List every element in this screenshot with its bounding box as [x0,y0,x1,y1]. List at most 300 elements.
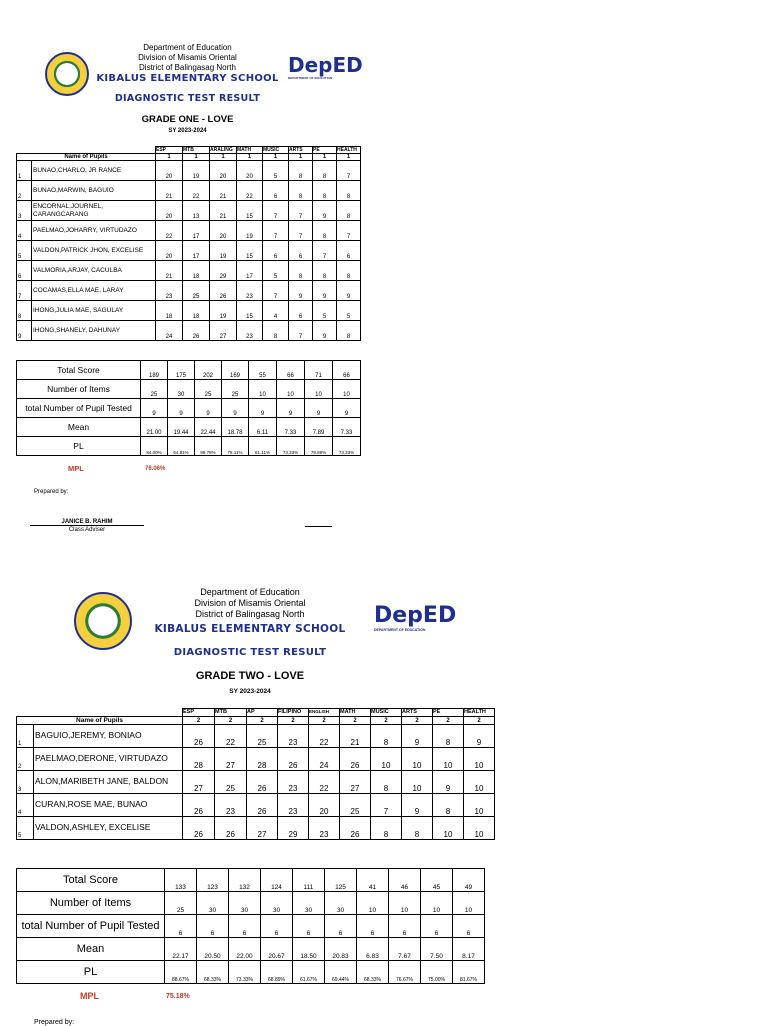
summary-value: 89.78% [195,437,222,456]
score-cell: 7 [289,321,313,341]
summary-value: 6 [293,915,325,938]
summary-value: 30 [168,380,195,399]
score-cell: 28 [183,748,215,771]
table-row [17,748,495,771]
mpl-value: 76.06% [145,466,166,472]
table-row [17,241,361,261]
score-cell: 10 [464,771,495,794]
summary-value: 6 [165,915,197,938]
grade-title: GRADE TWO - LOVE [195,670,305,682]
summary-row [17,869,485,892]
summary-label: Mean [17,938,165,961]
summary-value: 132 [229,869,261,892]
summary-value: 8.17 [453,938,485,961]
signature-line [305,526,332,527]
score-cell: 8 [289,181,313,201]
summary-row [17,361,361,380]
summary-value: 22.00 [229,938,261,961]
score-cell: 21 [340,725,371,748]
subject-header: ARALING [210,147,237,154]
score-cell: 23 [278,794,309,817]
score-cell: 7 [337,221,361,241]
summary-row [17,961,485,984]
score-cell: 29 [210,261,237,281]
mpl-label: MPL [80,991,99,1001]
subject-header: PE [433,709,464,717]
grade-number: 2 [371,717,402,725]
summary-value: 25 [141,380,168,399]
score-cell: 19 [210,241,237,261]
row-number: 3 [17,201,32,221]
summary-value: 6 [229,915,261,938]
row-number: 7 [17,281,32,301]
score-cell: 5 [313,301,337,321]
score-cell: 6 [337,241,361,261]
summary-value: 68.33% [197,961,229,984]
summary-value: 46 [389,869,421,892]
summary-label: PL [17,961,165,984]
score-cell: 6 [289,301,313,321]
subject-header: MUSIC [371,709,402,717]
score-cell: 7 [371,794,402,817]
summary-value: 10 [453,892,485,915]
table-row [17,281,361,301]
district-line: District of Balingasag North [139,63,236,72]
summary-value: 30 [197,892,229,915]
score-cell: 9 [313,281,337,301]
subject-header: AP [247,709,278,717]
row-number: 9 [17,321,32,341]
score-cell: 26 [183,725,215,748]
score-cell: 15 [237,201,263,221]
summary-value: 10 [333,380,361,399]
score-cell: 8 [337,181,361,201]
score-cell: 29 [278,817,309,840]
score-cell: 20 [156,161,183,181]
score-cell: 24 [156,321,183,341]
subject-header: ARTS [402,709,433,717]
summary-value: 10 [357,892,389,915]
summary-value: 61.11% [249,437,277,456]
summary-value: 49 [453,869,485,892]
summary-value: 9 [168,399,195,418]
score-cell: 20 [237,161,263,181]
summary-value: 125 [325,869,357,892]
score-cell: 8 [263,321,289,341]
summary-value: 73.33% [229,961,261,984]
subject-header: ENGLISH [309,709,340,717]
score-cell: 27 [215,748,247,771]
score-cell: 10 [402,771,433,794]
row-number: 1 [17,161,32,181]
grade-number: 2 [340,717,371,725]
score-cell: 9 [289,281,313,301]
deped-subtext: DEPARTMENT OF EDUCATION [288,76,333,80]
summary-value: 21.00 [141,418,168,437]
score-cell: 23 [278,725,309,748]
district-line: District of Balingasag North [195,609,305,619]
score-cell: 8 [313,181,337,201]
score-cell: 15 [237,241,263,261]
score-cell: 10 [402,748,433,771]
summary-row [17,380,361,399]
summary-value: 133 [165,869,197,892]
summary-value: 6 [325,915,357,938]
grade-number: 1 [263,154,289,161]
subject-header: MTB [215,709,247,717]
score-cell: 10 [464,748,495,771]
row-number: 1 [17,725,34,748]
score-cell: 22 [215,725,247,748]
score-cell: 22 [183,181,210,201]
summary-value: 25 [165,892,197,915]
summary-row [17,938,485,961]
grade-number: 2 [402,717,433,725]
summary-value: 10 [277,380,305,399]
summary-label: Total Score [17,869,165,892]
summary-value: 30 [293,892,325,915]
score-cell: 13 [183,201,210,221]
summary-value: 73.33% [333,437,361,456]
row-number: 8 [17,301,32,321]
report-title: DIAGNOSTIC TEST RESULT [173,647,327,658]
summary-value: 20.50 [197,938,229,961]
grade-number: 1 [289,154,313,161]
score-cell: 5 [263,161,289,181]
adviser-title: Class Adviser [68,527,106,533]
score-cell: 17 [183,221,210,241]
grade-number: 1 [156,154,183,161]
pupil-name: BAGUIO,JEREMY, BONIAO [34,725,183,748]
subject-header: MATH [340,709,371,717]
subject-header: PE [313,147,337,154]
pupil-name: ALON,MARIBETH JANE, BALDON [34,771,183,794]
summary-value: 9 [249,399,277,418]
summary-value: 20.83 [325,938,357,961]
score-cell: 20 [156,201,183,221]
score-cell: 10 [464,794,495,817]
summary-value: 7.67 [389,938,421,961]
summary-table-grade-one [16,360,361,456]
summary-value: 124 [261,869,293,892]
grade-number: 1 [337,154,361,161]
score-cell: 9 [313,201,337,221]
row-number: 3 [17,771,34,794]
grade-number: 1 [210,154,237,161]
score-cell: 28 [247,748,278,771]
score-cell: 9 [337,281,361,301]
score-cell: 8 [313,261,337,281]
division-line: Division of Misamis Oriental [194,598,306,608]
summary-value: 55 [249,361,277,380]
summary-value: 25 [195,380,222,399]
pupil-name: COCAMAS,ELLA MAE, LARAY [32,281,156,301]
score-cell: 8 [289,261,313,281]
deped-logo-2 [374,603,457,640]
score-cell: 17 [237,261,263,281]
deped-wordmark: DepED [374,603,457,628]
score-cell: 4 [263,301,289,321]
summary-row [17,892,485,915]
score-cell: 6 [263,181,289,201]
summary-value: 68.33% [357,961,389,984]
report-title: DIAGNOSTIC TEST RESULT [114,93,261,104]
summary-value: 30 [325,892,357,915]
summary-table-grade-two [16,868,485,984]
summary-value: 68.89% [261,961,293,984]
summary-value: 202 [195,361,222,380]
summary-value: 6 [261,915,293,938]
score-cell: 9 [464,725,495,748]
summary-value: 7.89 [305,418,333,437]
deped-subtext: DEPARTMENT OF EDUCATION [374,628,426,632]
score-cell: 8 [433,794,464,817]
summary-value: 9 [305,399,333,418]
score-cell: 23 [237,321,263,341]
summary-value: 123 [197,869,229,892]
summary-value: 25 [222,380,249,399]
summary-value: 7.50 [421,938,453,961]
score-cell: 23 [237,281,263,301]
summary-row [17,437,361,456]
summary-value: 75.00% [421,961,453,984]
grade-number: 2 [309,717,340,725]
score-cell: 8 [371,725,402,748]
deped-wordmark: DepED [288,53,363,77]
grade-number: 2 [433,717,464,725]
summary-value: 41 [357,869,389,892]
score-cell: 26 [340,817,371,840]
score-cell: 27 [183,771,215,794]
summary-value: 81.67% [453,961,485,984]
score-cell: 6 [289,241,313,261]
grade-number: 1 [183,154,210,161]
pupil-name: ENCORNAL,JOURNEL, CARANGCARANG [32,201,156,221]
subject-header: MATH [237,147,263,154]
summary-value: 73.33% [277,437,305,456]
summary-value: 30 [261,892,293,915]
grade-number: 2 [215,717,247,725]
school-name: KIBALUS ELEMENTARY SCHOOL [154,623,346,635]
table-row [17,321,361,341]
score-cell: 10 [371,748,402,771]
score-cell: 8 [402,817,433,840]
score-cell: 5 [337,301,361,321]
summary-value: 66 [333,361,361,380]
table-row [17,301,361,321]
summary-value: 30 [229,892,261,915]
summary-value: 9 [222,399,249,418]
score-cell: 7 [289,201,313,221]
score-cell: 23 [156,281,183,301]
table-row [17,181,361,201]
score-cell: 22 [237,181,263,201]
score-cell: 22 [309,725,340,748]
score-cell: 20 [210,161,237,181]
score-cell: 21 [156,181,183,201]
subject-header: ESP [156,147,183,154]
summary-value: 84.00% [141,437,168,456]
score-cell: 26 [183,817,215,840]
subject-header: HEALTH [337,147,361,154]
summary-value: 189 [141,361,168,380]
score-cell: 20 [309,794,340,817]
grade-number: 1 [313,154,337,161]
score-cell: 21 [156,261,183,281]
score-cell: 7 [263,281,289,301]
score-cell: 25 [340,794,371,817]
score-cell: 26 [183,321,210,341]
subject-header: MTB [183,147,210,154]
score-cell: 22 [309,771,340,794]
score-cell: 8 [337,321,361,341]
score-cell: 5 [263,261,289,281]
score-cell: 21 [210,201,237,221]
score-cell: 23 [215,794,247,817]
summary-value: 22.44 [195,418,222,437]
summary-value: 64.81% [168,437,195,456]
summary-value: 19.44 [168,418,195,437]
score-cell: 20 [210,221,237,241]
pupil-name: BUNAO,MARWIN, BAGUIO [32,181,156,201]
summary-value: 75.11% [222,437,249,456]
score-cell: 18 [183,301,210,321]
subject-header: ARTS [289,147,313,154]
score-cell: 8 [313,161,337,181]
summary-value: 20.67 [261,938,293,961]
score-cell: 19 [210,301,237,321]
row-number: 5 [17,241,32,261]
scores-table-grade-two [16,708,495,840]
score-cell: 26 [210,281,237,301]
score-cell: 26 [183,794,215,817]
summary-label: total Number of Pupil Tested [17,399,141,418]
score-cell: 26 [215,817,247,840]
grade-number: 2 [464,717,495,725]
school-year: SY 2023-2024 [168,128,207,134]
summary-value: 9 [333,399,361,418]
score-cell: 27 [210,321,237,341]
summary-value: 6.11 [249,418,277,437]
score-cell: 26 [247,794,278,817]
summary-value: 175 [168,361,195,380]
row-number: 2 [17,748,34,771]
school-year: SY 2023-2024 [229,688,271,695]
pupil-name: PAELMAO,JOHARRY, VIRTUDAZO [32,221,156,241]
table-row [17,201,361,221]
summary-value: 69.44% [325,961,357,984]
score-cell: 26 [247,771,278,794]
summary-value: 71 [305,361,333,380]
subject-header: ESP [183,709,215,717]
score-cell: 7 [313,241,337,261]
score-cell: 10 [433,748,464,771]
summary-label: Number of Items [17,380,141,399]
school-name: KIBALUS ELEMENTARY SCHOOL [96,73,279,84]
summary-value: 9 [195,399,222,418]
row-number: 4 [17,794,34,817]
score-cell: 21 [210,181,237,201]
summary-value: 6 [197,915,229,938]
score-cell: 8 [289,161,313,181]
score-cell: 8 [433,725,464,748]
score-cell: 24 [309,748,340,771]
score-cell: 18 [156,301,183,321]
summary-value: 22.17 [165,938,197,961]
score-cell: 9 [313,321,337,341]
pupil-name: VALDON,PATRICK JHON, EXCELISE [32,241,156,261]
dept-line: Department of Education [200,587,300,597]
score-cell: 9 [402,725,433,748]
summary-value: 6 [389,915,421,938]
summary-row [17,418,361,437]
summary-value: 78.89% [305,437,333,456]
score-cell: 6 [263,241,289,261]
summary-value: 61.67% [293,961,325,984]
summary-value: 7.33 [333,418,361,437]
summary-value: 6 [357,915,389,938]
summary-value: 10 [249,380,277,399]
prepared-by-label: Prepared by: [34,489,69,495]
division-line: Division of Misamis Oriental [138,53,237,62]
grade-title: GRADE ONE - LOVE [141,114,234,125]
name-of-pupils-header: Name of Pupils [17,154,156,161]
score-cell: 26 [340,748,371,771]
summary-value: 169 [222,361,249,380]
score-cell: 17 [183,241,210,261]
summary-label: PL [17,437,141,456]
summary-value: 9 [277,399,305,418]
summary-value: 10 [421,892,453,915]
row-number: 4 [17,221,32,241]
table-row [17,221,361,241]
score-cell: 25 [215,771,247,794]
score-cell: 8 [337,201,361,221]
score-cell: 20 [156,241,183,261]
mpl-label: MPL [68,464,84,473]
pupil-name: VALDON,ASHLEY, EXCELISE [34,817,183,840]
score-cell: 9 [433,771,464,794]
summary-value: 10 [389,892,421,915]
pupil-name: VALMORIA,ARJAY, CACULBA [32,261,156,281]
row-number: 2 [17,181,32,201]
summary-value: 18.78 [222,418,249,437]
pupil-name: IHONG,SHANELY, DAHUNAY [32,321,156,341]
grade-number: 2 [183,717,215,725]
score-cell: 22 [156,221,183,241]
summary-value: 111 [293,869,325,892]
summary-value: 88.67% [165,961,197,984]
grade-number: 2 [278,717,309,725]
table-row [17,817,495,840]
deped-logo-1 [288,53,363,88]
adviser-name: JANICE B. RAHIM [30,519,144,526]
score-cell: 8 [371,817,402,840]
score-cell: 25 [247,725,278,748]
score-cell: 27 [340,771,371,794]
summary-row [17,915,485,938]
summary-row [17,399,361,418]
pupil-name: BUNAO,CHARLO, JR RANCE [32,161,156,181]
prepared-by-label: Prepared by: [34,1019,75,1026]
school-seal-logo-2 [74,592,132,650]
row-number: 6 [17,261,32,281]
summary-value: 7.33 [277,418,305,437]
subject-header: MUSIC [263,147,289,154]
summary-label: Total Score [17,361,141,380]
grade-number: 1 [237,154,263,161]
score-cell: 23 [278,771,309,794]
